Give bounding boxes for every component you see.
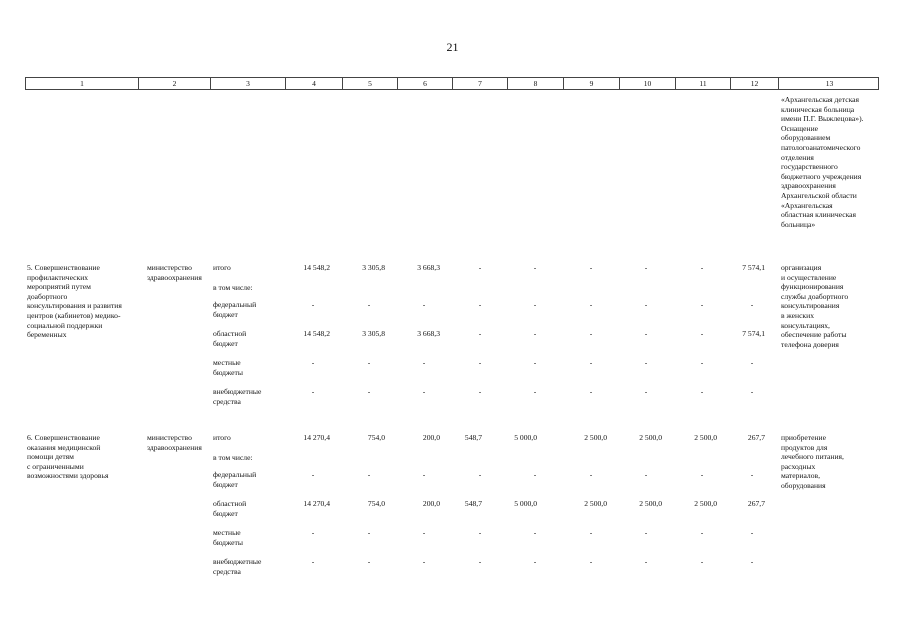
funding-source-label: итого [213,263,231,272]
funding-value: 754,0 [367,499,385,508]
funding-value: - [533,263,537,272]
funding-value: - [589,263,593,272]
funding-value: - [311,300,315,309]
header-col-1: 1 [26,78,139,89]
funding-value: - [478,329,482,338]
funding-value: - [644,557,648,566]
funding-source-label: бюджет [213,338,238,348]
funding-value: - [750,300,754,309]
funding-value: - [533,557,537,566]
executor-line: здравоохранения [147,442,202,452]
funding-value: 7 574,1 [742,329,765,338]
funding-source-label: внебюджетные [213,387,262,396]
header-col-13: 13 [825,79,834,88]
funding-value: 14 270,4 [303,499,330,508]
result-line: организация [781,263,822,272]
funding-value: - [589,557,593,566]
funding-value: - [750,470,754,479]
header-col-9: 9 [564,78,620,89]
funding-value: - [589,470,593,479]
funding-value: - [367,387,371,396]
funding-value: 548,7 [464,499,482,508]
continuation-text-line: клиническая больница [781,104,855,114]
funding-value: - [644,358,648,367]
continuation-text-line: больница» [781,219,816,229]
result-line: расходных [781,461,816,471]
funding-value: - [533,358,537,367]
funding-value: - [478,470,482,479]
continuation-text-line: патологоанатомического [781,143,861,152]
funding-value: 267,7 [747,499,765,508]
result-line: продуктов для [781,442,828,452]
funding-value: 3 305,8 [362,263,385,272]
funding-value: 2 500,0 [584,499,607,508]
funding-value: - [311,528,315,537]
funding-value: - [589,387,593,396]
funding-value: - [700,263,704,272]
funding-value: 200,0 [422,433,440,442]
measure-title-line: центров (кабинетов) медико- [27,311,121,320]
funding-value: - [644,300,648,309]
measure-title-line: помощи детям [27,452,74,462]
funding-value: - [750,358,754,367]
funding-value: - [311,470,315,479]
funding-source-label: в том числе: [213,283,253,292]
result-line: обеспечение работы [781,330,847,340]
funding-value: - [700,358,704,367]
funding-source-label: бюджеты [213,367,243,377]
funding-source-label: бюджеты [213,537,243,547]
funding-value: 14 548,2 [303,329,330,338]
header-col-6: 6 [398,78,453,89]
funding-value: - [311,387,315,396]
funding-value: - [533,528,537,537]
continuation-text-line: Архангельской области [781,191,857,200]
header-col-4: 4 [286,78,343,89]
measure-title-line: консультирования и развития [27,301,122,311]
funding-source-label: областной [213,499,247,508]
funding-value: - [422,557,426,566]
funding-value: 7 574,1 [742,263,765,272]
measure-title-line: 6. Совершенствование [27,433,100,442]
result-line: материалов, [781,471,820,481]
funding-value: - [644,387,648,396]
funding-value: - [478,528,482,537]
result-line: консультациях, [781,320,830,330]
header-col-7: 7 [453,78,508,89]
continuation-text-line: «Архангельская детская [781,95,860,104]
continuation-text-line: бюджетного учреждения [781,171,862,181]
funding-source-label: областной [213,329,247,338]
funding-source-label: итого [213,433,231,442]
funding-value: 14 270,4 [303,433,330,442]
funding-value: - [367,557,371,566]
funding-value: - [644,528,648,537]
continuation-text-line: «Архангельская [781,200,833,210]
funding-value: 2 500,0 [584,433,607,442]
funding-value: - [422,387,426,396]
funding-value: 3 668,3 [417,329,440,338]
funding-value: 5 000,0 [514,433,537,442]
funding-value: - [750,557,754,566]
header-col-3: 3 [211,78,286,89]
funding-value: 2 500,0 [639,433,662,442]
funding-source-label: федеральный [213,470,257,479]
continuation-text-line: отделения [781,152,814,162]
result-line: и осуществление [781,272,837,282]
measure-title-line: мероприятий путем [27,282,91,292]
funding-value: - [533,470,537,479]
funding-value: - [367,528,371,537]
funding-value: - [367,358,371,367]
measure-title-line: доабортного [27,291,68,301]
header-col-11: 11 [676,78,731,89]
result-line: консультирования [781,301,840,311]
funding-value: - [750,387,754,396]
funding-value: - [750,528,754,537]
continuation-text-line: Оснащение [781,123,819,133]
funding-value: - [478,263,482,272]
funding-value: - [589,528,593,537]
continuation-text-line: здравоохранения [781,181,836,191]
funding-source-label: местные [213,528,241,537]
funding-value: - [478,557,482,566]
measure-title-line: возможностями здоровья [27,471,109,481]
header-col-12: 12 [731,78,779,89]
result-line: лечебного питания, [781,452,844,462]
funding-source-label: бюджет [213,309,238,319]
funding-value: - [367,470,371,479]
funding-value: 2 500,0 [639,499,662,508]
funding-value: - [478,300,482,309]
result-line: в женских [781,311,814,320]
funding-source-label: средства [213,566,241,576]
funding-source-label: в том числе: [213,453,253,462]
funding-source-label: средства [213,396,241,406]
measure-title-line: оказания медицинской [27,442,101,452]
result-line: службы доабортного [781,291,849,301]
measure-title-line: с ограниченными [27,461,84,471]
measure-title-line: 5. Совершенствование [27,263,100,272]
result-line: приобретение [781,433,826,442]
executor-line: министерство [147,263,192,272]
measure-title-line: профилактических [27,272,89,282]
header-col-2: 2 [139,78,211,89]
funding-source-label: бюджет [213,508,238,518]
funding-value: - [700,387,704,396]
page-number: 21 [446,40,459,54]
result-line: оборудования [781,481,826,490]
funding-value: - [644,329,648,338]
funding-value: - [700,557,704,566]
funding-value: - [589,300,593,309]
funding-value: 200,0 [422,499,440,508]
funding-value: - [478,358,482,367]
funding-value: 754,0 [367,433,385,442]
funding-value: - [589,358,593,367]
funding-value: - [422,528,426,537]
header-col-8: 8 [508,78,564,89]
continuation-text-line: оборудованием [781,133,831,143]
measure-title-line: беременных [27,330,67,340]
result-line: функционирования [781,282,844,292]
funding-value: - [422,358,426,367]
funding-value: - [311,557,315,566]
funding-value: 548,7 [464,433,482,442]
continuation-text-line: областная клиническая [781,210,857,220]
executor-line: здравоохранения [147,272,202,282]
header-col-10: 10 [620,78,676,89]
funding-value: 5 000,0 [514,499,537,508]
funding-value: - [367,300,371,309]
funding-value: 267,7 [747,433,765,442]
funding-value: - [533,387,537,396]
funding-value: - [700,300,704,309]
funding-source-label: федеральный [213,300,257,309]
funding-value: - [700,329,704,338]
funding-value: 3 305,8 [362,329,385,338]
funding-value: - [533,329,537,338]
continuation-text-line: государственного [781,162,838,172]
continuation-text-line: имени П.Г. Выжлецова»). [781,114,864,124]
funding-value: 14 548,2 [303,263,330,272]
result-line: телефона доверия [781,339,839,349]
table-header [25,77,879,90]
funding-value: 2 500,0 [694,499,717,508]
funding-value: - [589,329,593,338]
funding-value: - [422,300,426,309]
funding-source-label: внебюджетные [213,557,262,566]
funding-value: - [644,263,648,272]
header-col-5: 5 [343,78,398,89]
funding-value: 3 668,3 [417,263,440,272]
funding-value: - [700,470,704,479]
funding-source-label: местные [213,358,241,367]
funding-value: - [422,470,426,479]
funding-value: 2 500,0 [694,433,717,442]
measure-title-line: социальной поддержки [27,320,103,330]
executor-line: министерство [147,433,192,442]
funding-value: - [644,470,648,479]
funding-value: - [478,387,482,396]
funding-source-label: бюджет [213,479,238,489]
funding-value: - [700,528,704,537]
funding-value: - [311,358,315,367]
funding-value: - [533,300,537,309]
